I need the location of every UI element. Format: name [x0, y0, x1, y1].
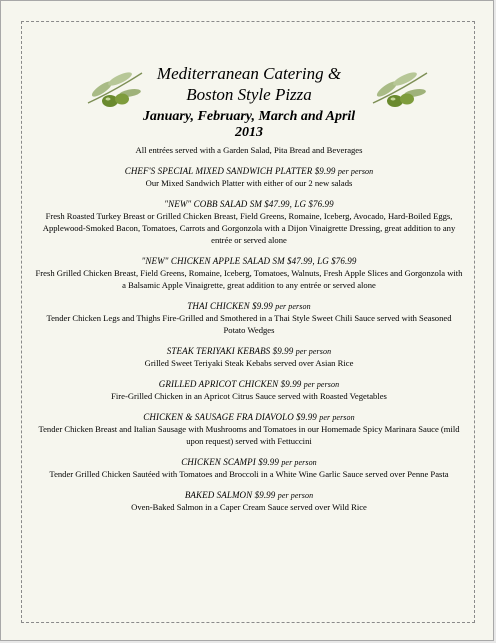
menu-item-name: THAI CHICKEN	[187, 301, 250, 311]
menu-item-price: SM $47.99, LG $76.99	[249, 199, 334, 209]
menu-item-description: Fire-Grilled Chicken in an Apricot Citrus Sauce served with Roasted Vegetables	[111, 391, 387, 401]
menu-item-price-note: per person	[303, 380, 340, 389]
menu-item-price: $9.99	[258, 457, 279, 467]
menu-item-price: $9.99	[314, 166, 336, 176]
menu-item-price-note: per person	[319, 413, 355, 422]
menu-item	[31, 199, 467, 246]
intro-text: All entrées served with a Garden Salad, Pita Bread and Beverages	[135, 145, 363, 155]
menu-item-description: Oven-Baked Salmon in a Caper Cream Sauce served over Wild Rice	[131, 502, 367, 512]
menu-item-description: Tender Chicken Breast and Italian Sausage with Mushrooms and Tomatoes in our Homemade Spicy Marinara Sauce (mild upon request) served with Fettuccini	[38, 424, 460, 446]
menu-item-name: CHICKEN & SAUSAGE FRA DIAVOLO	[143, 412, 294, 422]
menu-item-price: $9.99	[272, 346, 294, 356]
menu-item-price-note: per person	[281, 458, 317, 467]
menu-item-description: Tender Chicken Legs and Thighs Fire-Grilled and Smothered in a Thai Style Sweet Chili Sauce served with Seasoned Potato Wedges	[46, 313, 452, 335]
menu-item-price: SM $47.99, LG $76.99	[272, 256, 357, 266]
menu-content	[31, 63, 467, 513]
menu-item-name: "NEW" COBB SALAD	[164, 199, 248, 209]
menu-item	[31, 166, 467, 189]
menu-item-heading	[31, 412, 467, 423]
menu-item-heading	[31, 301, 467, 312]
menu-item-heading	[31, 457, 467, 468]
menu-item-price: $9.99	[252, 301, 273, 311]
menu-item	[31, 301, 467, 336]
menu-item-description: Our Mixed Sandwich Platter with either of our 2 new salads	[145, 178, 353, 188]
title-line-2: Boston Style Pizza	[186, 85, 312, 104]
menu-item-description: Fresh Grilled Chicken Breast, Field Greens, Romaine, Iceberg, Tomatoes, Walnuts, Fresh Apple Slices and Gorgonzola with a Balsamic Apple Vinaigrette, great addition to any entrée or served alone	[35, 268, 463, 290]
menu-item-heading	[31, 256, 467, 267]
menu-item-description: Tender Grilled Chicken Sautéed with Tomatoes and Broccoli in a White Wine Garlic Sauce served over Penne Pasta	[49, 469, 449, 479]
menu-item-heading	[31, 490, 467, 501]
menu-item-price: $9.99	[254, 490, 276, 500]
menu-item-name: "NEW" CHICKEN APPLE SALAD	[141, 256, 271, 266]
menu-dates	[31, 109, 467, 141]
menu-item-heading	[31, 199, 467, 210]
menu-item	[31, 490, 467, 513]
menu-item-name: CHEF'S SPECIAL MIXED SANDWICH PLATTER	[124, 166, 313, 176]
dates-line-1: January, February, March and April	[142, 109, 356, 124]
menu-item-description: Fresh Roasted Turkey Breast or Grilled Chicken Breast, Field Greens, Romaine, Iceberg, Avocado, Hard-Boiled Eggs, Applewood-Smoked Bacon, Tomatoes, Carrots and Gorgonzola with a Dijon Vinaigrette Dressing, great addition to any entrée or served alone	[42, 211, 456, 245]
menu-item-name: GRILLED APRICOT CHICKEN	[158, 379, 279, 389]
menu-item	[31, 412, 467, 447]
menu-item-price: $9.99	[280, 379, 302, 389]
menu-item	[31, 346, 467, 369]
menu-item-heading	[31, 166, 467, 177]
menu-item-description: Grilled Sweet Teriyaki Steak Kebabs served over Asian Rice	[144, 358, 354, 368]
dates-line-2: 2013	[235, 125, 263, 140]
menu-item-heading	[31, 379, 467, 390]
menu-item-name: CHICKEN SCAMPI	[181, 457, 256, 467]
menu-item-name: BAKED SALMON	[184, 490, 253, 500]
menu-item	[31, 256, 467, 291]
menu-item-price-note: per person	[277, 491, 314, 500]
menu-item-price-note: per person	[337, 167, 374, 176]
menu-item-heading	[31, 346, 467, 357]
menu-item	[31, 379, 467, 402]
page-title	[31, 63, 467, 105]
menu-item-price: $9.99	[296, 412, 317, 422]
menu-item-price-note: per person	[275, 302, 311, 311]
menu-items-list	[31, 166, 467, 513]
menu-item-price-note: per person	[295, 347, 332, 356]
title-line-1: Mediterranean Catering &	[156, 64, 342, 83]
menu-item-name: STEAK TERIYAKI KEBABS	[166, 346, 271, 356]
menu-item	[31, 457, 467, 480]
